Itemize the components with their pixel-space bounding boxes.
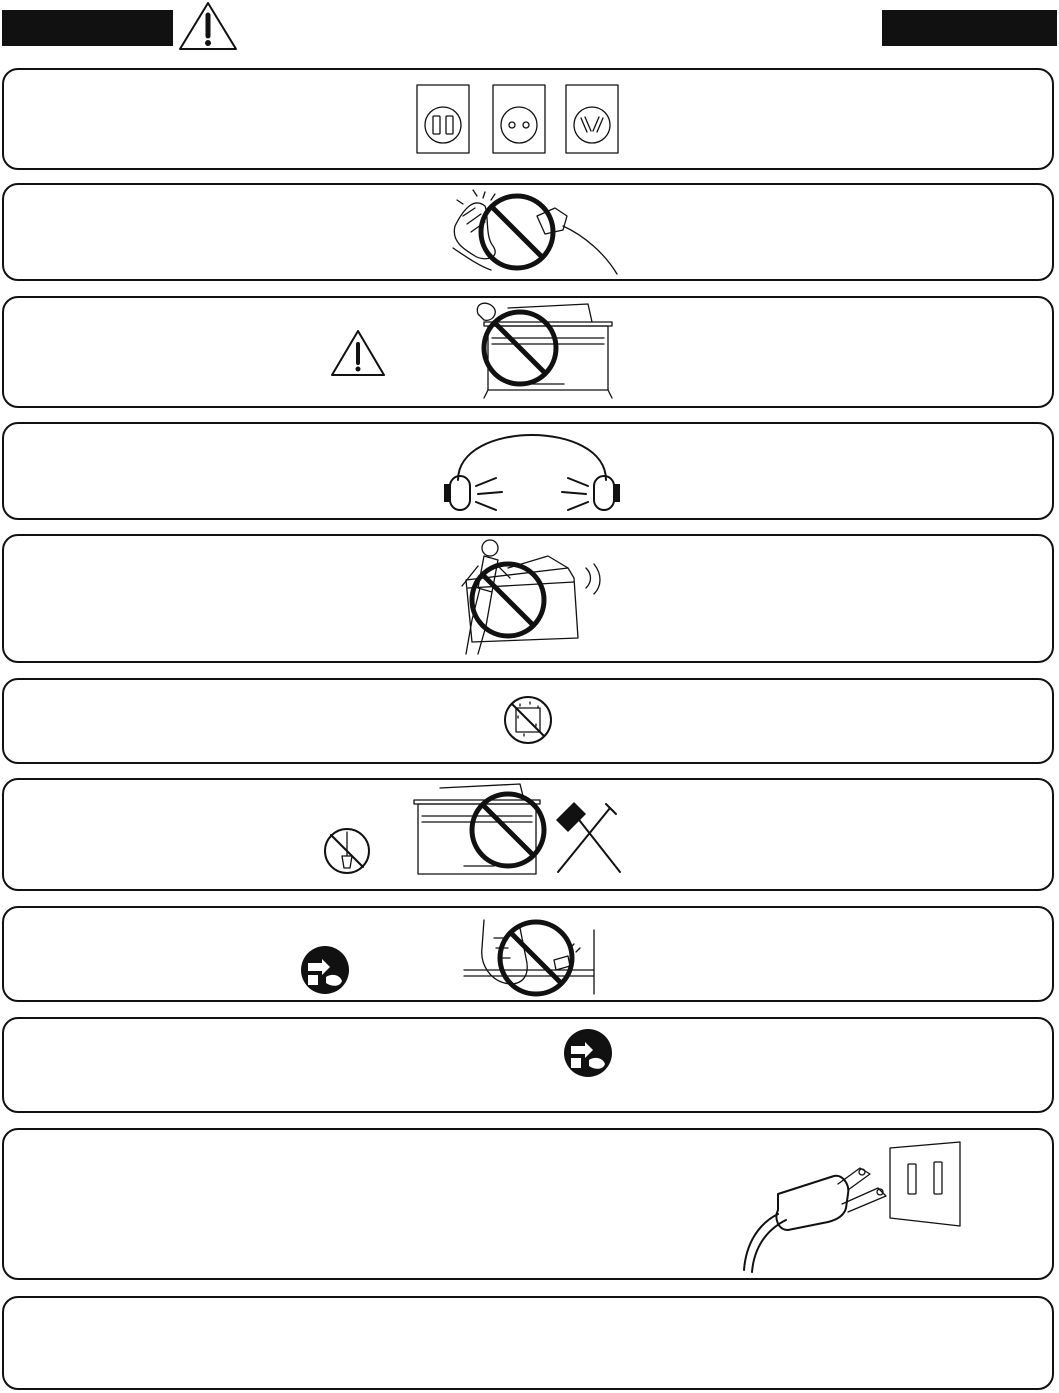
warning-triangle-icon (177, 0, 239, 52)
person-leaning-on-piano-prohibited-icon (448, 538, 618, 660)
plug-and-outlet-icon (738, 1134, 968, 1274)
piano-tools-prohibited-icon (410, 780, 630, 880)
pull-cord-prohibited-icon (460, 908, 610, 998)
no-wet-prohibited-icon (502, 694, 554, 746)
outlet-parallel-icon (416, 84, 470, 154)
header-right-bar (882, 10, 1057, 46)
wet-hands-plug-prohibited-icon (445, 186, 625, 276)
headphones-loud-volume-icon (442, 428, 622, 518)
panel-blank (2, 1296, 1054, 1390)
unplug-icon (563, 1028, 613, 1078)
vase-on-piano-prohibited-icon (468, 298, 628, 402)
caution-triangle-icon (329, 328, 387, 378)
header-left-bar (2, 10, 173, 46)
outlet-angled-icon (565, 84, 619, 154)
unplug-icon (300, 945, 350, 995)
no-disassembly-icon (322, 826, 372, 876)
panel-unplug-when-unused (2, 1017, 1054, 1113)
outlet-round-icon (492, 84, 546, 154)
